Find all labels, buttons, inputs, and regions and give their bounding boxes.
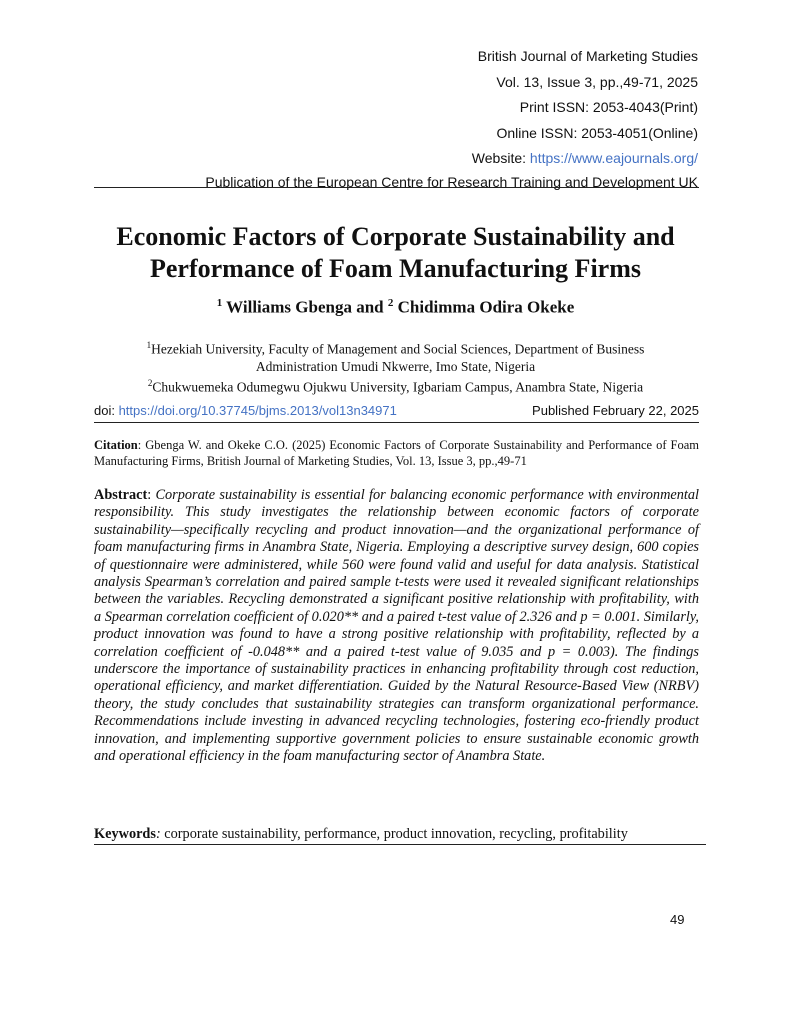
affiliations (80, 337, 711, 395)
title-line-1: Economic Factors of Corporate Sustainability and (116, 222, 675, 251)
page-number: 49 (670, 912, 685, 927)
doi-row (94, 403, 699, 418)
title-line-2: Performance of Foam Manufacturing Firms (150, 254, 641, 283)
publisher-line: Publication of the European Centre for Research Training and Development UK (205, 174, 698, 190)
paper-title (60, 221, 731, 285)
doi-label: doi: (94, 403, 119, 418)
citation-label: Citation (94, 438, 138, 452)
author-2-marker: 2 (387, 297, 394, 309)
affiliation-1-line-2: Administration Umudi Nkwerre, Imo State, Nigeria (255, 358, 536, 374)
abstract-separator: : (147, 487, 156, 503)
author-list (60, 297, 731, 318)
abstract (94, 487, 699, 766)
affiliation-1-marker: 1 (146, 340, 152, 350)
doi-divider (94, 422, 699, 423)
keywords-separator: : (155, 826, 161, 842)
keywords-divider (94, 844, 706, 845)
keywords-label: Keywords (94, 826, 156, 842)
affiliation-1 (80, 337, 711, 358)
affiliation-2-text: Chukwuemeka Odumegwu Ojukwu University, Igbariam Campus, Anambra State, Nigeria (152, 379, 644, 394)
author-1-name: Williams Gbenga and (222, 297, 388, 317)
keywords-text: corporate sustainability, performance, product innovation, recycling, profitability (160, 826, 628, 842)
affiliation-2-marker: 2 (147, 377, 153, 388)
citation-text: : Gbenga W. and Okeke C.O. (2025) Economic Factors of Corporate Sustainability and Performance of Foam Manufacturing Firms, British Journal of Marketing Studies, Vol. 13, Issue 3, pp.,49-71 (94, 438, 699, 468)
journal-volume: Vol. 13, Issue 3, pp.,49-71, 2025 (496, 73, 698, 90)
online-issn: Online ISSN: 2053-4051(Online) (496, 124, 698, 141)
website-link[interactable]: https://www.eajournals.org/ (529, 150, 698, 166)
doi-link[interactable]: https://doi.org/10.37745/bjms.2013/vol13n34971 (118, 403, 397, 418)
journal-name: British Journal of Marketing Studies (477, 48, 698, 64)
website-label: Website: (471, 150, 530, 166)
print-issn: Print ISSN: 2053-4043(Print) (519, 99, 698, 115)
author-1-marker: 1 (216, 297, 223, 309)
abstract-text: Corporate sustainability is essential for balancing economic performance with environmental responsibility. This study investigates the relationship between economic factors of corporate sustainability—specifically recycling and product innovation—and the organizational performance of foam manufacturing firms in Anambra State, Nigeria. Employing a descriptive survey design, 600 copies of questionnaire were administered, while 560 were found valid and useful for data analysis. Statistical analysis Spearman’s correlation and paired sample t-tests were used it revealed significant relationships between the variables. Recycling demonstrated a significant positive relationship with profitability, with a Spearman correlation coefficient of 0.020** and a paired t-test value of 2.326 and p = 0.001. Similarly, product innovation was found to have a strong positive relationship with profitability, reflected by a correlation coefficient of -0.048** and a paired t-test value of 9.035 and p = 0.003). The findings underscore the importance of sustainability practices in enhancing profitability through cost reduction, operational efficiency, and market differentiation. Guided by the Natural Resource-Based View (NRBV) theory, the study concludes that sustainability strategies can transform organizational performance. Recommendations include investing in advanced recycling technologies, fostering eco-friendly product innovation, and implementing supportive government policies to ensure sustainable economic growth and operational efficiency in the foam manufacturing sector of Anambra State. (94, 487, 699, 765)
header-divider (94, 187, 699, 188)
affiliation-2 (80, 375, 711, 396)
citation (94, 438, 699, 469)
affiliation-1-line-1: Hezekiah University, Faculty of Management and Social Sciences, Department of Business (151, 341, 645, 357)
published-date: Published February 22, 2025 (532, 403, 699, 418)
abstract-label: Abstract (94, 487, 148, 503)
website-line (98, 148, 698, 174)
journal-header (98, 46, 698, 174)
keywords (94, 826, 699, 843)
author-2-name: Chidimma Odira Okeke (393, 297, 575, 317)
